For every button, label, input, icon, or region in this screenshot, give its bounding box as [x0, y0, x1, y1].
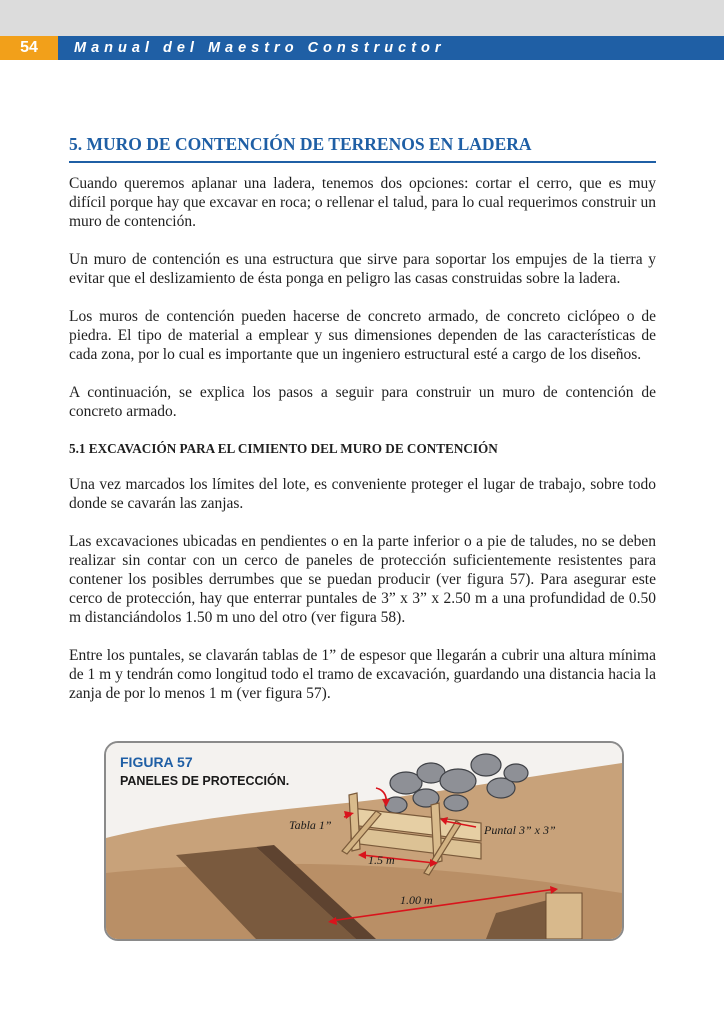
paragraph: Una vez marcados los límites del lote, es conveniente proteger el lugar de trabajo, sobre todo donde se cavarán las zanjas.	[69, 476, 656, 512]
paragraph: Los muros de contención pueden hacerse de concreto armado, de concreto ciclópeo o de piedra. El tipo de material a emplear y sus dimensiones dependen de las características de cada zona, por lo cual es importante que un ingeniero estructural esté a cargo de los diseños.	[69, 308, 656, 363]
paragraph: Entre los puntales, se clavarán tablas de 1” de espesor que llegarán a cubrir una altura mínima de 1 m y tendrán como longitud todo el tramo de excavación, guardando una distancia hacia la zanja de por lo menos 1 m (ver figura 57).	[69, 647, 656, 702]
label-spacing: 1.5 m	[368, 853, 395, 867]
page-number: 54	[0, 36, 58, 60]
label-distance: 1.00 m	[400, 893, 433, 907]
figure-number: FIGURA 57	[120, 754, 193, 770]
title-rule	[69, 161, 656, 163]
label-tabla: Tabla 1”	[289, 818, 332, 832]
main-content	[69, 132, 656, 722]
paragraph: Un muro de contención es una estructura que sirve para soportar los empujes de la tierra y evitar que el deslizamiento de ésta ponga en peligro las casas construidas sobre la ladera.	[69, 251, 656, 287]
figure-title: PANELES DE PROTECCIÓN.	[120, 774, 290, 788]
subsection-title: 5.1 EXCAVACIÓN PARA EL CIMIENTO DEL MURO DE CONTENCIÓN	[69, 441, 498, 456]
paragraph: A continuación, se explica los pasos a seguir para construir un muro de contención de concreto armado.	[69, 384, 656, 420]
running-title: Manual del Maestro Constructor	[74, 40, 446, 56]
figure-caption	[120, 753, 289, 791]
label-puntal: Puntal 3” x 3”	[484, 823, 556, 837]
paragraph: Las excavaciones ubicadas en pendientes o en la parte inferior o a pie de taludes, no se deben realizar sin contar con un cerco de paneles de protección suficientemente resistentes para contener los posibles derrumbes que se puedan producir (ver figura 57). Para asegurar este cerco de protección, hay que enterrar puntales de 3” x 3” x 2.50 m a una profundidad de 0.50 m distanciándolos 1.50 m uno del otro (ver figura 58).	[69, 533, 656, 626]
section-title: 5. MURO DE CONTENCIÓN DE TERRENOS EN LADERA	[69, 134, 532, 154]
paragraph: Cuando queremos aplanar una ladera, tenemos dos opciones: cortar el cerro, que es muy difícil porque hay que excavar en roca; o rellenar el talud, para lo cual requerimos construir un muro de contención.	[69, 175, 656, 230]
top-margin-band	[0, 0, 724, 36]
figure-57	[104, 741, 624, 941]
